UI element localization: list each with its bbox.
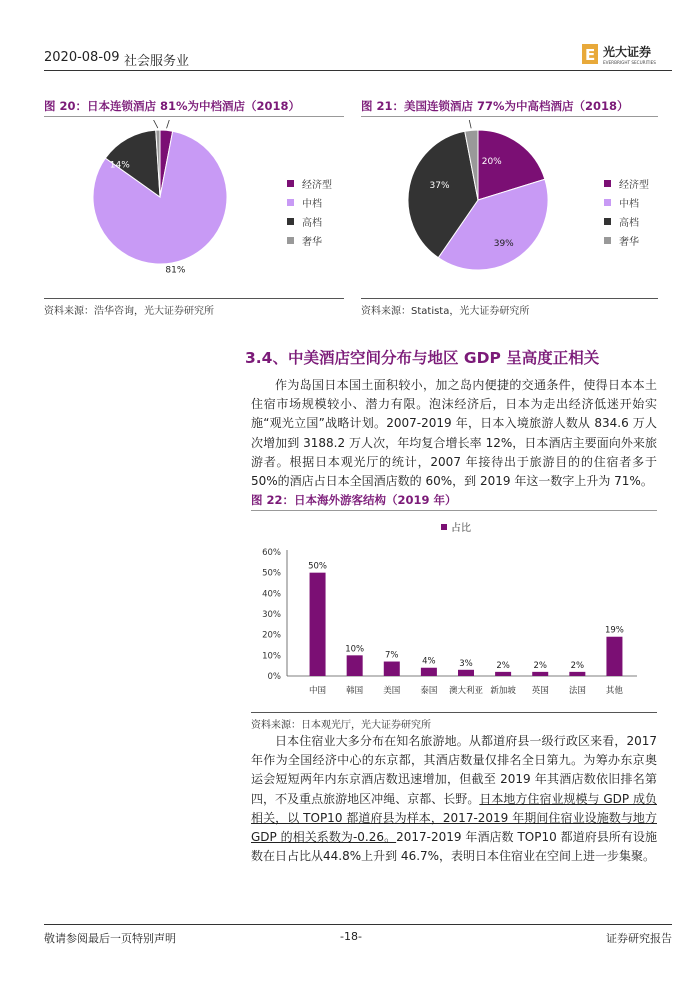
logo-letter: E xyxy=(585,46,596,64)
fig21-legend xyxy=(604,174,649,250)
paragraph-1 xyxy=(251,376,657,491)
fig20-title: 图 20：日本连锁酒店 81%为中档酒店（2018） xyxy=(44,99,301,113)
y-tick-label: 50% xyxy=(262,568,281,579)
bar-value-label: 2% xyxy=(570,660,585,671)
fig22-source: 资料来源：日本观光厅，光大证券研究所 xyxy=(251,720,431,731)
pie-label-economy: 20% xyxy=(481,157,502,168)
fig21-source: 资料来源：Statista，光大证券研究所 xyxy=(361,306,530,317)
footer-rule xyxy=(44,924,672,925)
x-tick-label: 澳大利亚 xyxy=(448,686,484,696)
bar-value-label: 10% xyxy=(345,644,365,655)
pie-label-upscale: 37% xyxy=(429,181,450,192)
bar-value-label: 3% xyxy=(459,658,473,669)
y-tick-label: 40% xyxy=(262,589,281,600)
legend-item-luxury: 奢华 xyxy=(604,231,649,250)
bar xyxy=(384,662,400,676)
bar-value-label: 50% xyxy=(308,561,328,572)
x-tick-label: 其他 xyxy=(605,686,623,696)
fig21-source-rule xyxy=(361,298,658,299)
footer-report-type: 证券研究报告 xyxy=(606,932,672,945)
fig20-source: 资料来源：浩华咨询，光大证券研究所 xyxy=(44,306,214,317)
x-tick-label: 美国 xyxy=(383,686,401,696)
pie-label-upscale: 14% xyxy=(109,160,130,171)
x-tick-label: 泰国 xyxy=(420,686,438,696)
fig22-bar-chart xyxy=(251,514,657,710)
y-tick-label: 0% xyxy=(267,672,281,682)
bar-value-label: 2% xyxy=(496,660,510,671)
legend-item-mid: 中档 xyxy=(604,193,649,212)
x-tick-label: 新加坡 xyxy=(490,686,516,696)
bar-value-label: 2% xyxy=(533,660,547,671)
fig20-source-rule xyxy=(44,298,344,299)
legend-item-economy: 经济型 xyxy=(287,174,332,193)
page-number: -18- xyxy=(340,930,362,943)
legend-item-economy: 经济型 xyxy=(604,174,649,193)
x-tick-label: 英国 xyxy=(531,686,549,696)
bar-value-label: 4% xyxy=(422,656,436,667)
paragraph-2 xyxy=(251,732,657,866)
legend-item-upscale: 高档 xyxy=(604,212,649,231)
fig21-pie-chart xyxy=(375,120,615,300)
bar xyxy=(310,573,326,676)
header-date: 2020-08-09 xyxy=(44,50,120,65)
y-tick-label: 30% xyxy=(262,610,281,620)
paragraph-2-underlined: 日本地方住宿业规模与 GDP 成负相关，以 TOP10 都道府县为样本，2017-2019 年期间住宿业设施数与地方 GDP 的相关系数为-0.26。 xyxy=(251,791,657,845)
company-logo xyxy=(582,42,672,68)
y-tick-label: 60% xyxy=(262,548,281,558)
x-tick-label: 韩国 xyxy=(346,686,364,696)
fig21-title: 图 21：美国连锁酒店 77%为中高档酒店（2018） xyxy=(361,99,629,113)
fig22-source-rule xyxy=(251,712,657,713)
header-sector: 社会服务业 xyxy=(124,54,190,69)
bar xyxy=(458,670,474,676)
y-tick-label: 20% xyxy=(262,630,281,641)
pie-label-mid: 39% xyxy=(493,238,514,249)
paragraph-2-text-c: 2017-2019 年酒店数 TOP10 都道府县所有设施数在日占比从44.8%上升到 46.7%，表明日本住宿业在空间上进一步集聚。 xyxy=(251,830,658,864)
fig22-title: 图 22：日本海外游客结构（2019 年） xyxy=(251,493,457,507)
y-tick-label: 10% xyxy=(262,651,281,662)
pie-leader-economy xyxy=(167,120,172,128)
fig22-title-rule xyxy=(251,510,657,511)
paragraph-1-text: 作为岛国日本国土面积较小，加之岛内便捷的交通条件，使得日本本土住宿市场规模较小、潜力有限。泡沫经济后，日本为走出经济低迷开始实施“观光立国”战略计划。2007-2019 年，日本入境旅游人数从 834.6 万人次增加到 3188.2 万人次，年均复合增长率 12%，日本酒店主要面向外来旅游者。根据日本观光厅的统计，2007 年接待出于旅游目的的住宿者多于 50%的酒店占日本全国酒店数的 60%，到 2019 年这一数字上升为 71%。 xyxy=(251,378,657,489)
legend-swatch xyxy=(441,524,447,530)
pie-leader-luxury xyxy=(468,120,471,128)
fig21-title-rule xyxy=(361,116,658,117)
legend-item-mid: 中档 xyxy=(287,193,332,212)
bar-value-label: 7% xyxy=(385,650,399,661)
pie-leader-luxury xyxy=(149,120,157,128)
x-tick-label: 中国 xyxy=(309,686,327,696)
footer-disclaimer: 敬请参阅最后一页特别声明 xyxy=(44,932,176,945)
pie-label-mid: 81% xyxy=(165,265,186,276)
bar xyxy=(532,672,548,676)
fig20-pie-chart xyxy=(60,120,300,300)
legend-item-upscale: 高档 xyxy=(287,212,332,231)
logo-cn: 光大证券 xyxy=(603,45,652,59)
header-rule xyxy=(44,70,672,71)
x-tick-label: 法国 xyxy=(568,686,586,696)
paragraph-2-text-a: 日本住宿业大多分布在知名旅游地。从都道府县一级行政区来看，2017 年作为全国经济中心的东京都，其酒店数量仅排名全日第九。为筹办东京奥运会短短两年内东京酒店数迅速增加，但截至 2019 年其酒店数依旧排名第四，不及重点旅游地区冲绳、京都、长野。 xyxy=(251,734,657,806)
legend-item-luxury: 奢华 xyxy=(287,231,332,250)
fig20-title-rule xyxy=(44,116,344,117)
bar xyxy=(495,672,511,676)
bar xyxy=(569,672,585,676)
bar-value-label: 19% xyxy=(604,625,624,636)
bar xyxy=(421,668,437,676)
bar xyxy=(347,655,363,676)
fig20-legend xyxy=(287,174,332,250)
bar xyxy=(606,637,622,676)
legend-label: 占比 xyxy=(451,523,471,534)
section-title: 3.4、中美酒店空间分布与地区 GDP 呈高度正相关 xyxy=(245,349,600,367)
logo-en: EVERBRIGHT SECURITIES xyxy=(603,60,656,65)
